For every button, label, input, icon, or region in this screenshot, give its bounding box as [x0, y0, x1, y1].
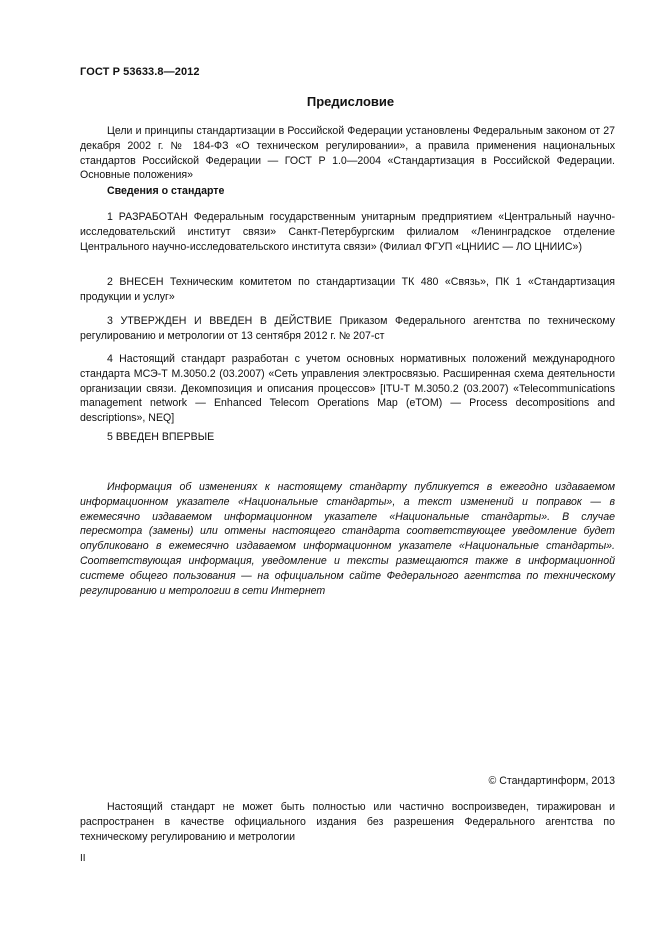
- item-5-paragraph: 5 ВВЕДЕН ВПЕРВЫЕ: [107, 431, 215, 443]
- item-4-paragraph: 4 Настоящий стандарт разработан с учетом основных нормативных положений международного стандарта МСЭ-Т М.3050.2 (03.2007) «Сеть управления электросвязью. Расширенная схема деятельности организации связи. Декомпозиция и описания процессов» [ITU-T M.3050.2 (03.2007) «Telecommunications management network — Enhanced Telecom Operations Map (eTOM) — Process decompositions and descriptions», NEQ]: [80, 353, 615, 425]
- reproduction-notice: Настоящий стандарт не может быть полностью или частично воспроизведен, тиражирован и распространен в качестве официального издания без разрешения Федерального агентства по техническому регулированию и метрологии: [80, 801, 615, 843]
- page-title: Предисловие: [306, 94, 395, 109]
- item-3-paragraph: 3 УТВЕРЖДЕН И ВВЕДЕН В ДЕЙСТВИЕ Приказом Федерального агентства по техническому регулированию и метрологии от 13 сентября 2012 г. № 207-ст: [80, 315, 615, 342]
- item-1-paragraph: 1 РАЗРАБОТАН Федеральным государственным унитарным предприятием «Центральный научно-исследовательский институт связи» Санкт-Петербургским филиалом «Ленинградское отделение Центрального научно-исследовательского института связи» (Филиал ФГУП «ЦНИИС — ЛО ЦНИИС»): [80, 211, 615, 253]
- notice-paragraph: Информация об изменениях к настоящему стандарту публикуется в ежегодно издаваемом информационном указателе «Национальные стандарты», а текст изменений и поправок — в ежемесячно издаваемом информационном указателе «Национальные стандарты». В случае пересмотра (замены) или отмены настоящего стандарта соответствующее уведомление будет опубликовано в ежемесячно издаваемом информационном указателе «Национальные стандарты». Соответствующая информация, уведомление и тексты размещаются также в информационной системе общего пользования — на официальном сайте Федерального агентства по техническому регулированию и метрологии в сети Интернет: [80, 481, 615, 597]
- copyright-line: © Стандартинформ, 2013: [488, 775, 615, 787]
- document-id-header: ГОСТ Р 53633.8—2012: [80, 66, 200, 78]
- item-2-paragraph: 2 ВНЕСЕН Техническим комитетом по стандартизации ТК 480 «Связь», ПК 1 «Стандартизация продукции и услуг»: [80, 276, 615, 303]
- intro-paragraph: Цели и принципы стандартизации в Российской Федерации установлены Федеральным законом от 27 декабря 2002 г. № 184-ФЗ «О техническом регулировании», а правила применения национальных стандартов Российской Федерации — ГОСТ Р 1.0—2004 «Стандартизация в Российской Федерации. Основные положения»: [80, 125, 615, 182]
- section-heading: Сведения о стандарте: [107, 185, 225, 197]
- page-number: II: [80, 853, 86, 864]
